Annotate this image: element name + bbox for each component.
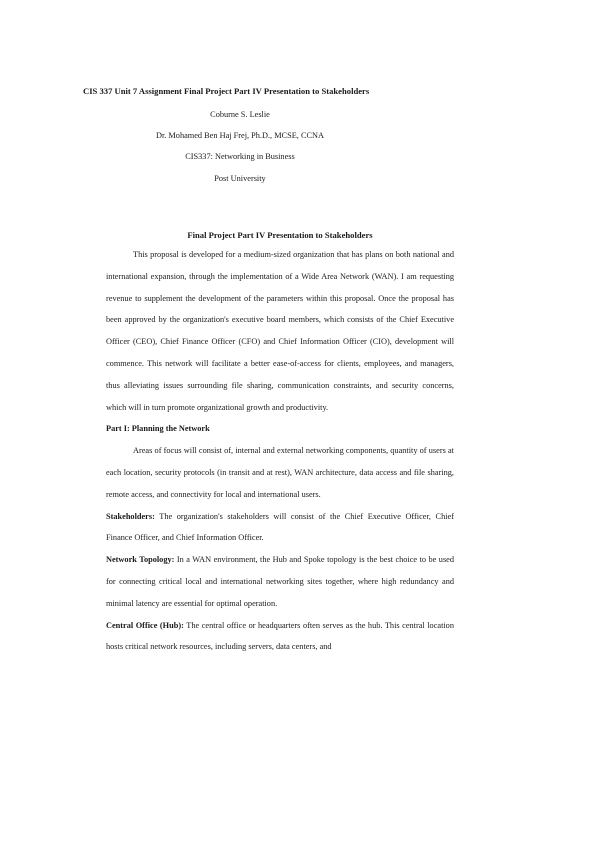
stakeholders-text: The organization's stakeholders will consist of the Chief Executive Officer, Chief Finance Officer, and Chief Information Officer. bbox=[106, 511, 454, 543]
author-name: Coburne S. Leslie bbox=[210, 110, 270, 119]
central-office-paragraph bbox=[106, 615, 454, 659]
topology-text: In a WAN environment, the Hub and Spoke topology is the best choice to be used for connecting critical local and international networking sites together, where high redundancy and minimal latency are essential for optimal operation. bbox=[106, 555, 454, 608]
document-title: CIS 337 Unit 7 Assignment Final Project Part IV Presentation to Stakeholders bbox=[83, 86, 370, 96]
topology-label: Network Topology: bbox=[106, 555, 175, 565]
course-name: CIS337: Networking in Business bbox=[185, 152, 295, 161]
institution-name: Post University bbox=[214, 174, 266, 183]
body-text bbox=[106, 244, 454, 658]
central-office-label: Central Office (Hub): bbox=[106, 620, 184, 630]
central-office-text: The central office or headquarters often serves as the hub. This central location hosts critical network resources, including servers, data centers, and bbox=[106, 620, 454, 652]
topology-paragraph bbox=[106, 549, 454, 614]
intro-paragraph: This proposal is developed for a medium-sized organization that has plans on both national and international expansion, through the implementation of a Wide Area Network (WAN). I am requesting revenue to supplement the development of the parameters within this proposal. Once the proposal has been approved by the organization's executive board members, which consists of the Chief Executive Officer (CEO), Chief Finance Officer (CFO) and Chief Information Officer (CIO), development will commence. This network will facilitate a better ease-of-access for clients, employees, and managers, thus alleviating issues surrounding file sharing, communication constraints, and security concerns, which will in turn promote organizational growth and productivity. bbox=[106, 250, 454, 412]
stakeholders-label: Stakeholders: bbox=[106, 511, 155, 521]
part1-paragraph: Areas of focus will consist of, internal and external networking components, quantity of users at each location, security protocols (in transit and at rest), WAN architecture, data access and file sharing, remote access, and connectivity for local and international users. bbox=[106, 446, 454, 499]
part1-heading: Part I: Planning the Network bbox=[106, 424, 210, 434]
section-title: Final Project Part IV Presentation to Stakeholders bbox=[187, 230, 373, 240]
instructor-name: Dr. Mohamed Ben Haj Frej, Ph.D., MCSE, CCNA bbox=[155, 131, 324, 140]
stakeholders-paragraph bbox=[106, 506, 454, 550]
